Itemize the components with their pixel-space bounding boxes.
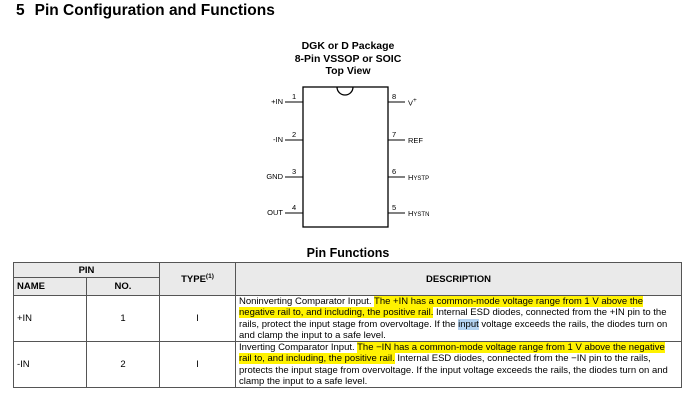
cell-name: -IN [14,342,87,388]
header-type [160,263,236,296]
package-title-line2: 8-Pin VSSOP or SOIC [294,52,402,65]
pin-label-plus-in: +IN [271,97,283,106]
header-type-text: TYPE [181,274,206,286]
pin-label-hystn [408,209,429,218]
header-description: DESCRIPTION [236,263,682,296]
table-header-row-1 [14,263,682,278]
desc-text: Noninverting Comparator Input. [239,296,375,307]
pin-number-4: 4 [292,203,297,212]
pin-number-3: 3 [292,167,297,176]
pin-number-5: 5 [392,203,397,212]
pin-label-hystp-main: H [408,173,414,182]
pin-label-minus-in: -IN [273,135,283,144]
desc-highlight: The −IN has a common-mode voltage range from 1 V above the negative rail to, and including, the positive rail. [239,342,665,365]
pin-label-vplus-sup: + [413,97,417,104]
cell-type: I [160,342,236,388]
ic-body [303,87,388,227]
pin-functions-table [13,262,682,388]
desc-text: voltage exceeds the rails, the diodes turn on and clamp the input to a safe level. [239,318,668,341]
pin-label-ref: REF [408,136,423,145]
section-number: 5 [16,2,25,19]
cell-no: 2 [87,342,160,388]
pin-label-hystn-main: H [408,209,414,218]
pin-number-8: 8 [392,92,397,101]
package-title-line1: DGK or D Package [301,40,395,52]
table-row [14,342,682,388]
pin-number-6: 6 [392,167,397,176]
desc-selection: input [458,318,479,330]
pin-label-hystp [408,173,429,182]
desc-highlight: The +IN has a common-mode voltage range from 1 V above the negative rail to, and including, the positive rail. [239,296,644,319]
pin-label-out: OUT [267,208,283,217]
pin-label-vplus [408,97,417,108]
section-title-text: Pin Configuration and Functions [34,2,275,19]
pin-label-hystn-sub: YSTN [413,212,430,218]
package-title-line3: Top View [325,65,371,77]
cell-description [236,296,682,342]
pin-label-vplus-main: V [408,98,414,108]
cell-name: +IN [14,296,87,342]
desc-text: Internal ESD diodes, connected from the +IN pin to the rails, protect the input stage from overvoltage. If the [239,307,667,330]
pin-functions-title: Pin Functions [306,246,390,260]
pin-label-hystp-sub: YSTP [413,176,430,182]
pin-label-gnd: GND [266,172,283,181]
pin-number-7: 7 [392,130,397,139]
header-pin: PIN [14,263,160,278]
cell-no: 1 [87,296,160,342]
pin-number-1: 1 [292,92,297,101]
desc-text: Internal ESD diodes, connected from the −IN pin to the rails, protects the input stage from overvoltage. If the input voltage exceeds the rails, the diodes turn on and clamp the input to a safe level. [239,353,668,388]
cell-type: I [160,296,236,342]
table-row [14,296,682,342]
pin-number-2: 2 [292,130,297,139]
header-name: NAME [14,278,87,296]
header-no: NO. [87,278,160,296]
header-type-note: (1) [205,272,214,280]
cell-description [236,342,682,388]
desc-text: Inverting Comparator Input. [239,342,358,354]
